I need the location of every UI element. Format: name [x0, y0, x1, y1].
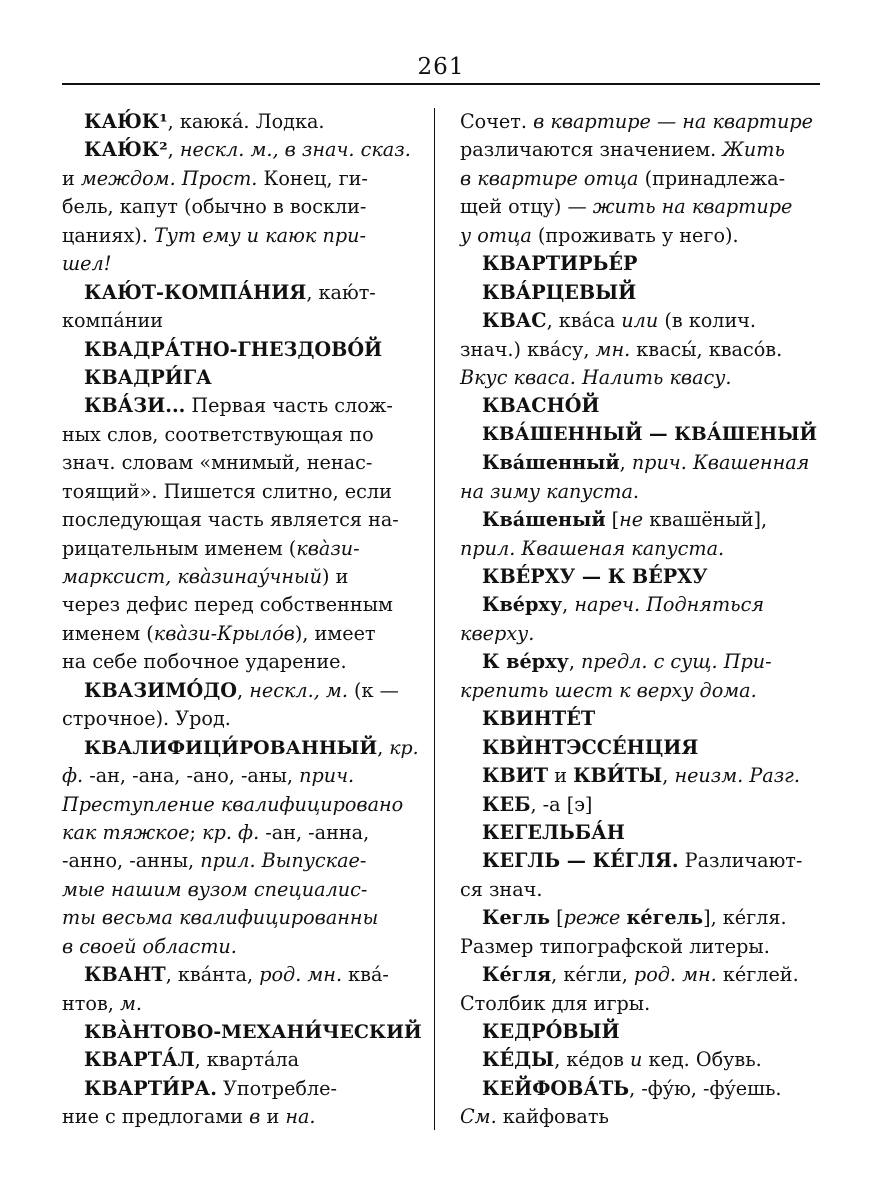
- text-line: [62, 108, 422, 136]
- text-fragment: через дефис перед собственным: [62, 593, 393, 617]
- text-fragment: , ке́дов: [554, 1048, 631, 1072]
- text-fragment: различаются значением.: [460, 138, 723, 162]
- text-fragment: ние с предлогами: [62, 1105, 250, 1129]
- italic-text: прил. Выпускае-: [200, 849, 367, 873]
- text-fragment: знач.) ква́су,: [460, 337, 596, 361]
- text-line: [460, 847, 820, 875]
- text-line: [62, 336, 422, 364]
- text-line: [62, 193, 422, 221]
- text-line: [460, 1046, 820, 1074]
- headword: КВАЛИФИЦИ́РОВАННЫЙ: [84, 736, 378, 759]
- text-line: [62, 535, 422, 563]
- text-line: [62, 506, 422, 534]
- right-column: [460, 108, 820, 1132]
- italic-text: прил. Квашеная капуста.: [460, 536, 725, 560]
- text-fragment: компа́нии: [62, 309, 164, 333]
- text-fragment: (к —: [347, 678, 399, 702]
- italic-text: крепить шест к верху дома.: [460, 678, 757, 702]
- text-fragment: Столбик для игры.: [460, 991, 651, 1015]
- text-line: [460, 108, 820, 136]
- text-fragment: квашёный],: [643, 508, 768, 532]
- text-line: [62, 677, 422, 705]
- text-fragment: , ква́са: [546, 309, 622, 333]
- text-line: [62, 648, 422, 676]
- headword: КВА́ШЕННЫЙ — КВА́ШЕНЫЙ: [482, 423, 818, 445]
- text-fragment: знач. словам «мнимый, ненас-: [62, 451, 373, 475]
- text-line: [460, 876, 820, 904]
- text-line: [62, 136, 422, 164]
- italic-text: у отца: [460, 223, 532, 247]
- headword: Ква́шеный: [482, 508, 606, 532]
- headword: КВАДРА́ТНО-ГНЕЗДОВО́Й: [84, 337, 383, 361]
- text-fragment: бель, капут (обычно в воскли-: [62, 195, 367, 219]
- italic-text: марксист, ква̀зинау́чный: [62, 565, 322, 588]
- headword: ке́гель: [626, 906, 704, 930]
- text-fragment: ,: [662, 764, 675, 788]
- text-fragment: , -а [э]: [530, 792, 593, 816]
- text-fragment: тоящий». Пишется слитно, если: [62, 479, 392, 503]
- text-fragment: ,: [167, 138, 180, 162]
- text-fragment: ке́глей.: [716, 963, 799, 987]
- text-line: [460, 762, 820, 790]
- text-fragment: рицательным именем (: [62, 536, 297, 560]
- text-fragment: квасы́, квасо́в.: [630, 337, 783, 361]
- text-line: [62, 705, 422, 733]
- headword: КЕГЛЬ — КЕ́ГЛЯ.: [482, 849, 679, 873]
- text-line: [460, 193, 820, 221]
- italic-text: мн.: [595, 337, 631, 361]
- italic-text: и: [630, 1048, 643, 1072]
- text-line: [460, 364, 820, 392]
- text-fragment: Первая часть слож-: [185, 394, 393, 418]
- headword: КАЮ́К²: [84, 138, 168, 162]
- headword: КВАЗИМО́ДО: [84, 678, 237, 702]
- text-line: [62, 364, 422, 392]
- text-line: [460, 1018, 820, 1046]
- headword: КВА́ЗИ...: [84, 394, 186, 418]
- italic-text: реже: [563, 906, 621, 930]
- text-line: [460, 136, 820, 164]
- headword: Ке́гля: [482, 963, 552, 987]
- text-line: [460, 222, 820, 250]
- text-line: [62, 591, 422, 619]
- text-fragment: ,: [619, 451, 632, 475]
- text-line: [62, 279, 422, 307]
- text-fragment: и: [260, 1105, 286, 1129]
- text-line: [62, 990, 422, 1018]
- headword: КВАДРИ́ГА: [84, 365, 212, 389]
- text-fragment: ], ке́гля.: [703, 906, 787, 930]
- italic-text: в квартире — на квартире: [533, 110, 813, 133]
- italic-text: нареч. Подняться: [574, 593, 765, 617]
- headword: КАЮ́К¹: [84, 110, 168, 133]
- text-fragment: Конец, ги-: [257, 166, 368, 190]
- text-line: [460, 1075, 820, 1103]
- text-line: [62, 250, 422, 278]
- headword: КВА̀НТОВО-МЕХАНИ́ЧЕСКИЙ: [84, 1021, 422, 1043]
- text-line: [460, 307, 820, 335]
- italic-text: нескл., м.: [249, 678, 348, 702]
- text-line: [62, 421, 422, 449]
- italic-text: в своей области.: [62, 934, 237, 958]
- italic-text: Тут ему и каюк при-: [153, 223, 366, 247]
- italic-text: ква̀зи-Крыло́в: [153, 621, 295, 645]
- italic-text: или: [621, 309, 659, 333]
- text-line: [62, 222, 422, 250]
- text-fragment: ,: [237, 678, 250, 702]
- headword: КВИНТЕ́Т: [482, 707, 596, 731]
- headword: КВИ́ТЫ: [573, 764, 663, 788]
- text-line: [460, 734, 820, 762]
- text-line: [460, 250, 820, 278]
- text-fragment: , каю́т-: [306, 280, 376, 304]
- text-fragment: ных слов, соответствующая по: [62, 422, 374, 446]
- text-fragment: ква́-: [342, 963, 389, 987]
- italic-text: кверху.: [460, 621, 535, 645]
- italic-text: нескл. м., в знач. сказ.: [179, 138, 411, 162]
- headword: КВАСНО́Й: [482, 394, 600, 418]
- text-line: [460, 620, 820, 648]
- headword: КВАРТИ́РА.: [84, 1076, 217, 1100]
- text-fragment: кайфовать: [496, 1105, 609, 1129]
- italic-text: кр.: [389, 736, 419, 759]
- text-line: [62, 819, 422, 847]
- text-line: [62, 961, 422, 989]
- text-fragment: и: [62, 166, 81, 190]
- italic-text: род. мн.: [259, 963, 343, 987]
- italic-text: мые нашим вузом специалис-: [62, 877, 368, 901]
- text-line: [62, 933, 422, 961]
- text-line: [460, 506, 820, 534]
- text-line: [62, 904, 422, 932]
- text-line: [460, 705, 820, 733]
- headword: КЕДРО́ВЫЙ: [482, 1020, 620, 1043]
- italic-text: жить на квартире: [592, 195, 793, 219]
- italic-text: на зиму капуста.: [460, 479, 640, 503]
- text-line: [62, 876, 422, 904]
- text-fragment: кед. Обувь.: [642, 1048, 762, 1072]
- text-line: [62, 847, 422, 875]
- text-line: [460, 904, 820, 932]
- text-line: [460, 165, 820, 193]
- text-line: [460, 421, 820, 449]
- text-fragment: последующая часть является на-: [62, 508, 399, 532]
- text-fragment: [: [605, 508, 620, 532]
- text-fragment: ) и: [322, 565, 349, 588]
- text-line: [62, 620, 422, 648]
- text-fragment: нтов,: [62, 991, 120, 1015]
- italic-text: ты весьма квалифицированны: [62, 906, 379, 930]
- italic-text: как тяжкое: [62, 820, 190, 844]
- text-line: [460, 990, 820, 1018]
- italic-text: прич. Квашенная: [631, 451, 810, 475]
- italic-text: прич.: [299, 764, 355, 788]
- headword: КВИТ: [482, 764, 549, 788]
- text-line: [62, 1046, 422, 1074]
- headword: Кве́рху: [482, 593, 563, 617]
- column-divider: [434, 108, 435, 1130]
- text-fragment: [: [549, 906, 564, 930]
- italic-text: Преступление квалифицировано: [62, 792, 404, 816]
- text-line: [62, 1075, 422, 1103]
- text-line: [460, 336, 820, 364]
- headword: КВЕ́РХУ — К ВЕ́РХУ: [482, 565, 708, 588]
- headword: КЕ́ДЫ: [482, 1048, 555, 1072]
- text-fragment: , ке́гли,: [551, 963, 634, 987]
- headword: КЕБ: [482, 792, 531, 816]
- text-fragment: на себе побочное ударение.: [62, 650, 347, 674]
- text-line: [62, 449, 422, 477]
- text-fragment: Размер типографской литеры.: [460, 934, 770, 958]
- text-fragment: ,: [562, 593, 575, 617]
- italic-text: предл. с сущ. При-: [581, 650, 772, 674]
- text-line: [62, 165, 422, 193]
- text-line: [460, 1103, 820, 1131]
- text-fragment: , кварта́ла: [194, 1048, 300, 1072]
- text-fragment: цаниях).: [62, 223, 154, 247]
- text-line: [460, 791, 820, 819]
- text-fragment: , каюка́. Лодка.: [167, 110, 325, 133]
- headword: Ква́шенный: [482, 451, 620, 475]
- text-fragment: -ан, -ана, -ано, -аны,: [83, 764, 300, 788]
- text-line: [62, 1103, 422, 1131]
- text-line: [460, 563, 820, 591]
- italic-text: род. мн.: [633, 963, 717, 987]
- header-rule: [62, 83, 820, 85]
- text-line: [460, 819, 820, 847]
- headword: КЕГЕЛЬБА́Н: [482, 820, 625, 844]
- text-fragment: -анно, -анны,: [62, 849, 201, 873]
- text-line: [460, 933, 820, 961]
- italic-text: м.: [119, 991, 142, 1015]
- italic-text: См.: [460, 1105, 497, 1129]
- headword: К ве́рху: [482, 650, 569, 674]
- text-fragment: (принадлежа-: [638, 166, 786, 190]
- italic-text: Жить: [722, 138, 785, 162]
- text-fragment: (в колич.: [658, 309, 757, 333]
- headword: КВАРТА́Л: [84, 1048, 195, 1072]
- headword: Кегль: [482, 906, 550, 930]
- text-line: [62, 478, 422, 506]
- text-fragment: Сочет.: [460, 110, 534, 133]
- text-fragment: ;: [189, 820, 203, 844]
- text-line: [460, 392, 820, 420]
- text-fragment: Употребле-: [216, 1076, 338, 1100]
- text-fragment: ,: [568, 650, 582, 674]
- text-fragment: , -фу́ю, -фу́ешь.: [629, 1076, 782, 1100]
- text-line: [460, 648, 820, 676]
- text-line: [460, 279, 820, 307]
- headword: КВАС: [482, 309, 547, 333]
- text-fragment: -ан, -анна,: [259, 820, 370, 844]
- page-number: 261: [417, 54, 465, 80]
- text-fragment: щей отцу) —: [460, 195, 593, 219]
- text-fragment: (проживать у него).: [531, 223, 739, 247]
- headword: КВАРТИРЬЕ́Р: [482, 252, 638, 276]
- italic-text: в квартире отца: [460, 166, 639, 190]
- italic-text: неизм. Разг.: [674, 764, 800, 788]
- headword: КВАНТ: [84, 963, 166, 987]
- text-fragment: , ква́нта,: [165, 963, 260, 987]
- headword: КАЮ́Т-КОМПА́НИЯ: [84, 280, 307, 304]
- text-line: [460, 535, 820, 563]
- text-fragment: именем (: [62, 621, 154, 645]
- text-fragment: ,: [377, 736, 390, 759]
- text-line: [460, 591, 820, 619]
- text-fragment: ся знач.: [460, 877, 543, 901]
- italic-text: междом. Прост.: [80, 166, 258, 190]
- text-fragment: строчное). Урод.: [62, 707, 231, 731]
- text-line: [460, 961, 820, 989]
- text-fragment: Различают-: [678, 849, 803, 873]
- italic-text: ф.: [62, 764, 84, 788]
- text-line: [460, 677, 820, 705]
- text-fragment: ), имеет: [294, 621, 376, 645]
- italic-text: ква̀зи-: [296, 536, 360, 560]
- text-line: [62, 1018, 422, 1046]
- text-line: [62, 791, 422, 819]
- italic-text: кр. ф.: [202, 820, 260, 844]
- text-line: [62, 762, 422, 790]
- headword: КЕЙФОВА́ТЬ: [482, 1076, 630, 1100]
- text-line: [460, 478, 820, 506]
- left-column: [62, 108, 422, 1132]
- headword: КВЍНТЭССЕ́НЦИЯ: [482, 735, 699, 759]
- headword: КВА́РЦЕВЫЙ: [482, 280, 637, 304]
- text-line: [62, 563, 422, 591]
- text-line: [62, 392, 422, 420]
- italic-text: не: [619, 508, 644, 532]
- italic-text: на.: [285, 1105, 316, 1129]
- text-fragment: и: [548, 764, 574, 788]
- text-line: [460, 449, 820, 477]
- text-line: [62, 734, 422, 762]
- text-line: [62, 307, 422, 335]
- italic-text: в: [249, 1105, 261, 1129]
- italic-text: шел!: [62, 252, 112, 276]
- italic-text: Вкус кваса. Налить квасу.: [460, 365, 732, 389]
